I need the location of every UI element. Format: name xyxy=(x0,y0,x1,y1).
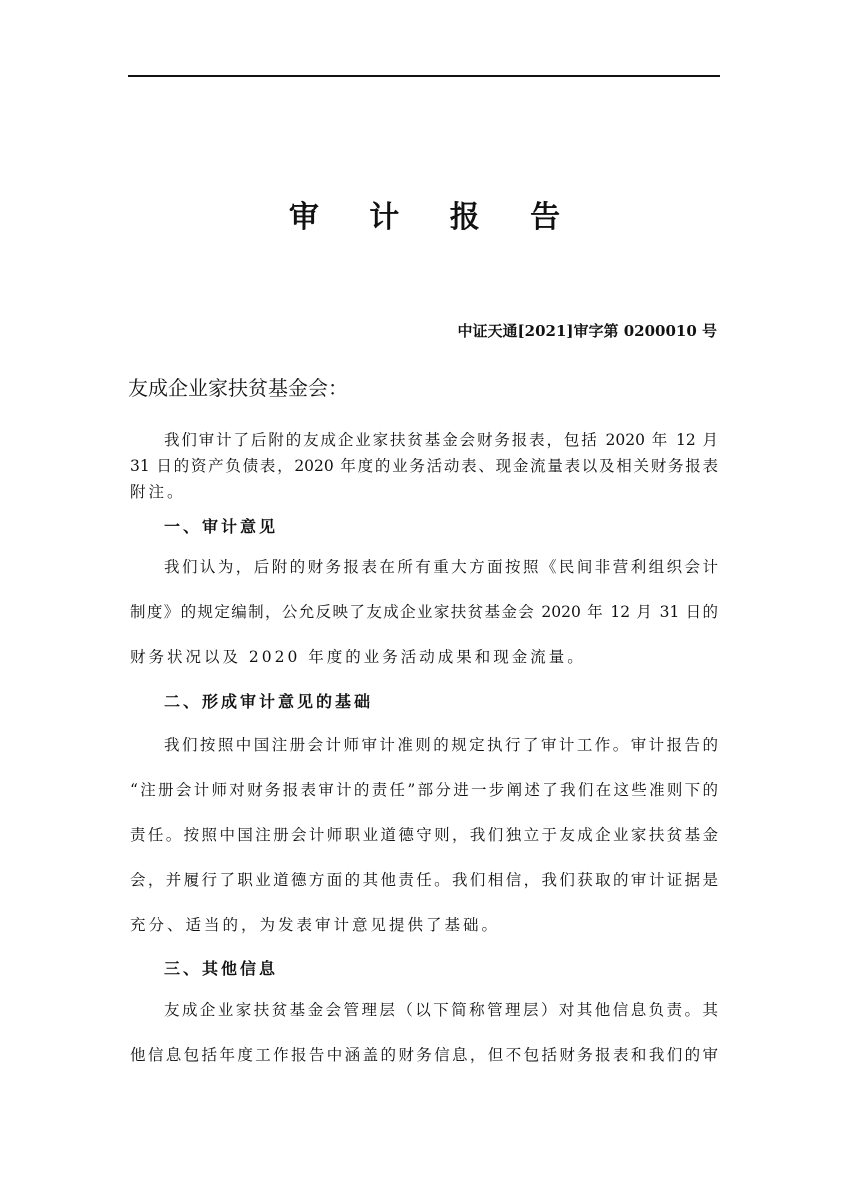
paragraph-line: 财务状况以及 2020 年度的业务活动成果和现金流量。 xyxy=(130,648,586,666)
section-heading: 三、其他信息 xyxy=(164,959,279,978)
section-heading: 一、审计意见 xyxy=(164,517,279,536)
paragraph-line: 制度》的规定编制，公允反映了友成企业家扶贫基金会 2020 年 12 月 31 日的 xyxy=(130,603,718,621)
paragraph-line: 友成企业家扶贫基金会管理层（以下简称管理层）对其他信息负责。其 xyxy=(164,1001,718,1019)
section-heading: 二、形成审计意见的基础 xyxy=(164,692,374,711)
paragraph-line: 31 日的资产负债表，2020 年度的业务活动表、现金流量表以及相关财务报表 xyxy=(130,457,718,475)
paragraph-line: “注册会计师对财务报表审计的责任”部分进一步阐述了我们在这些准则下的 xyxy=(130,781,718,799)
reference-number: 中证天通[2021]审字第 0200010 号 xyxy=(457,322,717,340)
header-rule xyxy=(128,75,720,77)
addressee: 友成企业家扶贫基金会： xyxy=(128,376,348,400)
paragraph-line: 会，并履行了职业道德方面的其他责任。我们相信，我们获取的审计证据是 xyxy=(130,871,718,889)
paragraph-line: 附注。 xyxy=(130,483,186,501)
paragraph-line: 他信息包括年度工作报告中涵盖的财务信息，但不包括财务报表和我们的审 xyxy=(130,1046,718,1064)
paragraph-line: 责任。按照中国注册会计师职业道德守则，我们独立于友成企业家扶贫基金 xyxy=(130,826,718,844)
paragraph-line: 我们认为，后附的财务报表在所有重大方面按照《民间非营利组织会计 xyxy=(164,558,718,576)
paragraph-line: 我们审计了后附的友成企业家扶贫基金会财务报表，包括 2020 年 12 月 xyxy=(164,431,718,449)
paragraph-line: 我们按照中国注册会计师审计准则的规定执行了审计工作。审计报告的 xyxy=(164,736,718,754)
paragraph-line: 充分、适当的，为发表审计意见提供了基础。 xyxy=(130,916,501,934)
document-title: 审 计 报 告 xyxy=(288,200,581,235)
